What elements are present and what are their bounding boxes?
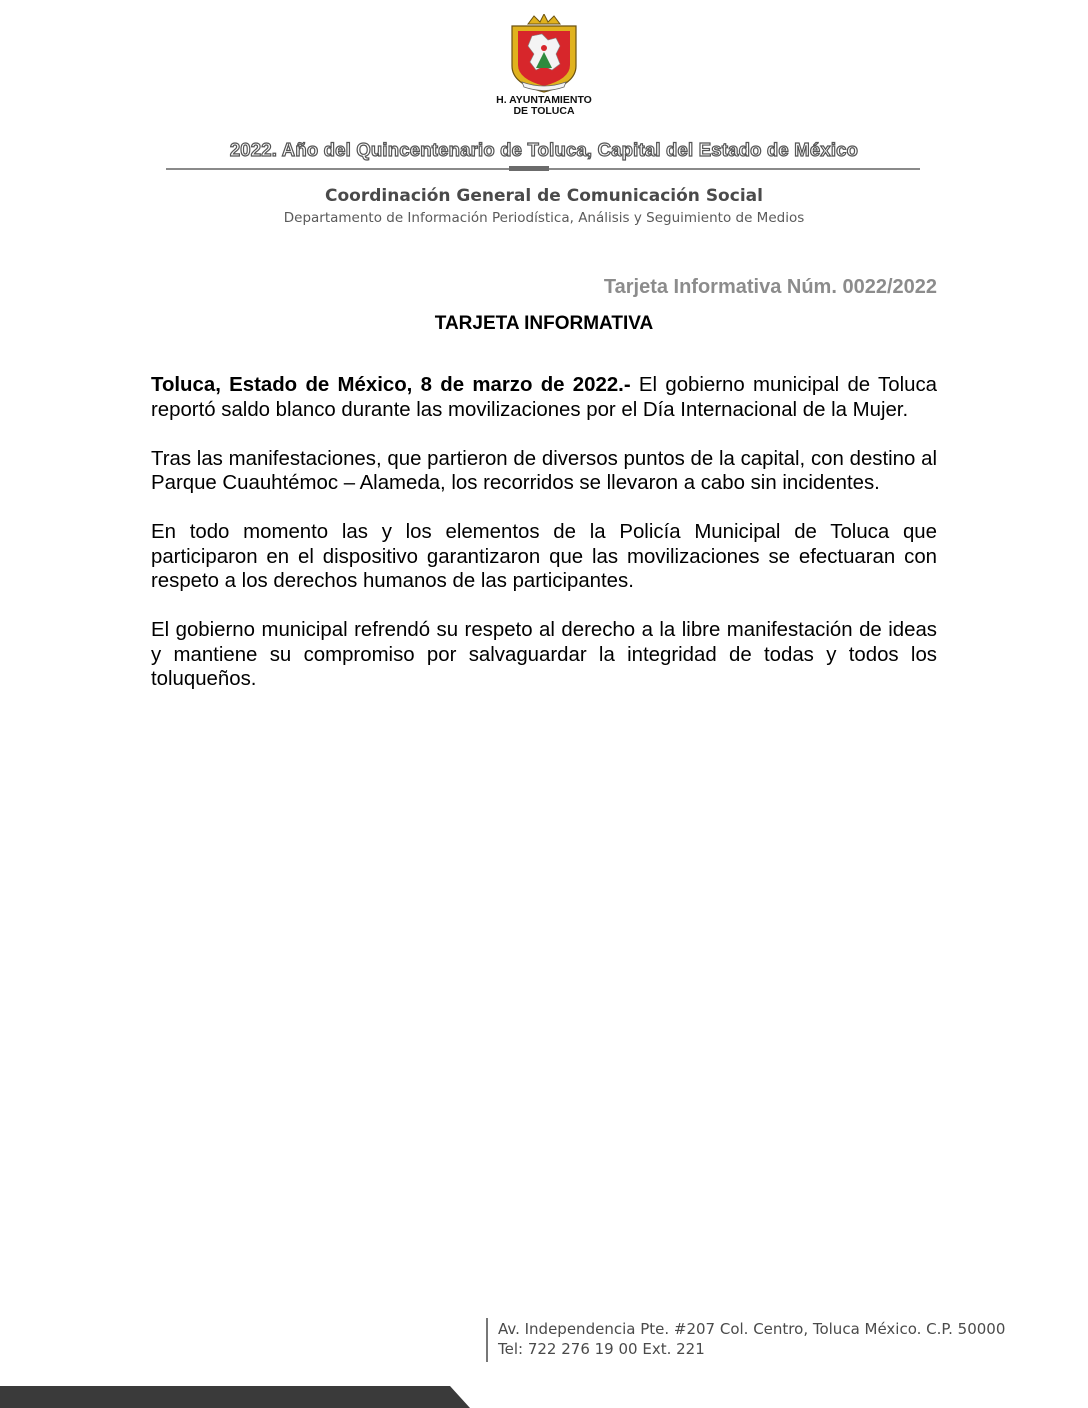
coat-of-arms-icon	[506, 14, 582, 94]
header-divider-accent	[509, 166, 549, 171]
footer-address: Av. Independencia Pte. #207 Col. Centro, Toluca México. C.P. 50000	[498, 1320, 1006, 1338]
logo-caption-line1: H. AYUNTAMIENTO	[496, 94, 592, 106]
department-subtitle: Departamento de Información Periodística, Análisis y Seguimiento de Medios	[283, 210, 805, 226]
logo-caption-line2: DE TOLUCA	[513, 105, 575, 117]
logo-caption	[0, 95, 1088, 117]
footer-phone: Tel: 722 276 19 00 Ext. 221	[498, 1340, 705, 1358]
paragraph-2: Tras las manifestaciones, que partieron de diversos puntos de la capital, con destino al Parque Cuauhtémoc – Alameda, los recorridos se llevaron a cabo sin incidentes.	[151, 447, 937, 494]
dateline: Toluca, Estado de México, 8 de marzo de 2022.-	[151, 374, 631, 396]
paragraph-4: El gobierno municipal refrendó su respeto al derecho a la libre manifestación de ideas y mantiene su compromiso por salvaguardar la integridad de todas y todos los toluqueños.	[151, 619, 937, 690]
coordination-title: Coordinación General de Comunicación Social	[325, 186, 763, 206]
document-title: TARJETA INFORMATIVA	[434, 313, 654, 334]
logo	[0, 14, 1088, 117]
year-banner: 2022. Año del Quincentenario de Toluca, Capital del Estado de México	[229, 139, 859, 160]
document-body	[151, 373, 937, 716]
paragraph-1-text: El gobierno municipal de Toluca reportó saldo blanco durante las movilizaciones por el Día Internacional de la Mujer.	[151, 374, 937, 421]
footer-stripe	[0, 1386, 470, 1408]
card-number: Tarjeta Informativa Núm. 0022/2022	[603, 276, 937, 298]
paragraph-3: En todo momento las y los elementos de la Policía Municipal de Toluca que participaron en el dispositivo garantizaron que las movilizaciones se efectuaran con respeto a los derechos humanos de las participantes.	[151, 521, 937, 592]
paragraph-1	[151, 373, 937, 422]
footer-divider	[486, 1318, 488, 1362]
